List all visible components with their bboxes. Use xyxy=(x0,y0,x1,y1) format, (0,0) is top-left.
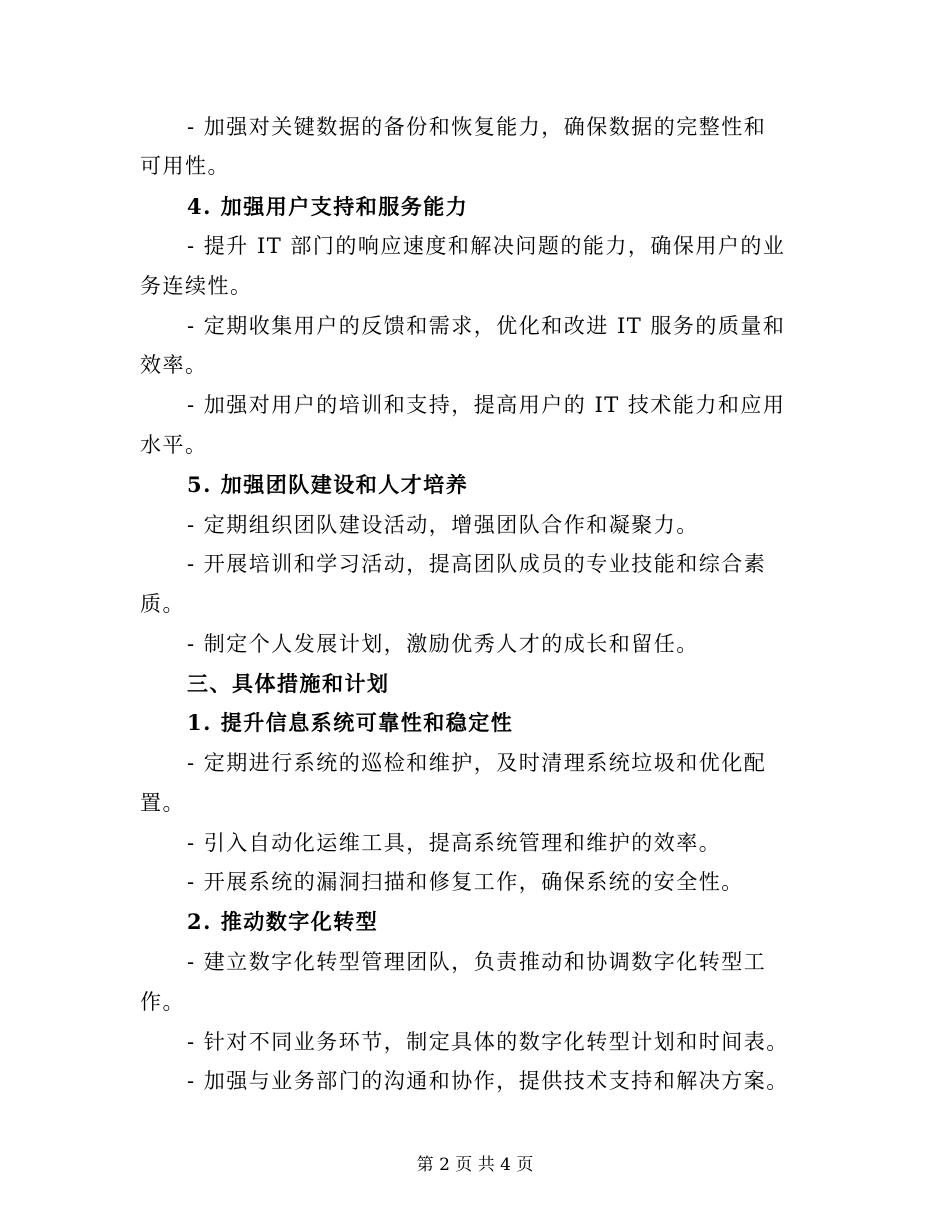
bullet-line: - 引入自动化运维工具，提高系统管理和维护的效率。 xyxy=(187,831,722,855)
continuation-line: 作。 xyxy=(140,990,185,1014)
bullet-line: - 定期收集用户的反馈和需求，优化和改进 IT 服务的质量和 xyxy=(187,314,786,338)
page-footer: 第 2 页 共 4 页 xyxy=(416,1155,534,1175)
bullet-line: - 提升 IT 部门的响应速度和解决问题的能力，确保用户的业 xyxy=(187,234,786,258)
section-heading: 2. 推动数字化转型 xyxy=(187,909,379,934)
bullet-line: - 加强与业务部门的沟通和协作，提供技术支持和解决方案。 xyxy=(187,1069,789,1093)
chapter-heading: 三、具体措施和计划 xyxy=(187,671,390,696)
bullet-line: - 针对不同业务环节，制定具体的数字化转型计划和时间表。 xyxy=(187,1030,789,1054)
bullet-line: - 开展培训和学习活动，提高团队成员的专业技能和综合素 xyxy=(187,552,767,576)
continuation-line: 水平。 xyxy=(140,433,208,457)
bullet-line: - 加强对用户的培训和支持，提高用户的 IT 技术能力和应用 xyxy=(187,393,786,417)
bullet-line: - 制定个人发展计划，激励优秀人才的成长和留任。 xyxy=(187,632,699,656)
continuation-line: 效率。 xyxy=(140,353,208,377)
section-heading: 5. 加强团队建设和人才培养 xyxy=(187,472,469,497)
continuation-line: 可用性。 xyxy=(140,154,230,178)
bullet-line: - 加强对关键数据的备份和恢复能力，确保数据的完整性和 xyxy=(187,115,767,139)
continuation-line: 质。 xyxy=(140,592,185,616)
continuation-line: 置。 xyxy=(140,791,185,815)
section-heading: 1. 提升信息系统可靠性和稳定性 xyxy=(187,710,514,735)
bullet-line: - 定期组织团队建设活动，增强团队合作和凝聚力。 xyxy=(187,513,699,537)
bullet-line: - 定期进行系统的巡检和维护，及时清理系统垃圾和优化配 xyxy=(187,751,767,775)
bullet-line: - 开展系统的漏洞扫描和修复工作，确保系统的安全性。 xyxy=(187,870,744,894)
continuation-line: 务连续性。 xyxy=(140,274,253,298)
section-heading: 4. 加强用户支持和服务能力 xyxy=(187,194,469,219)
bullet-line: - 建立数字化转型管理团队，负责推动和协调数字化转型工 xyxy=(187,950,767,974)
